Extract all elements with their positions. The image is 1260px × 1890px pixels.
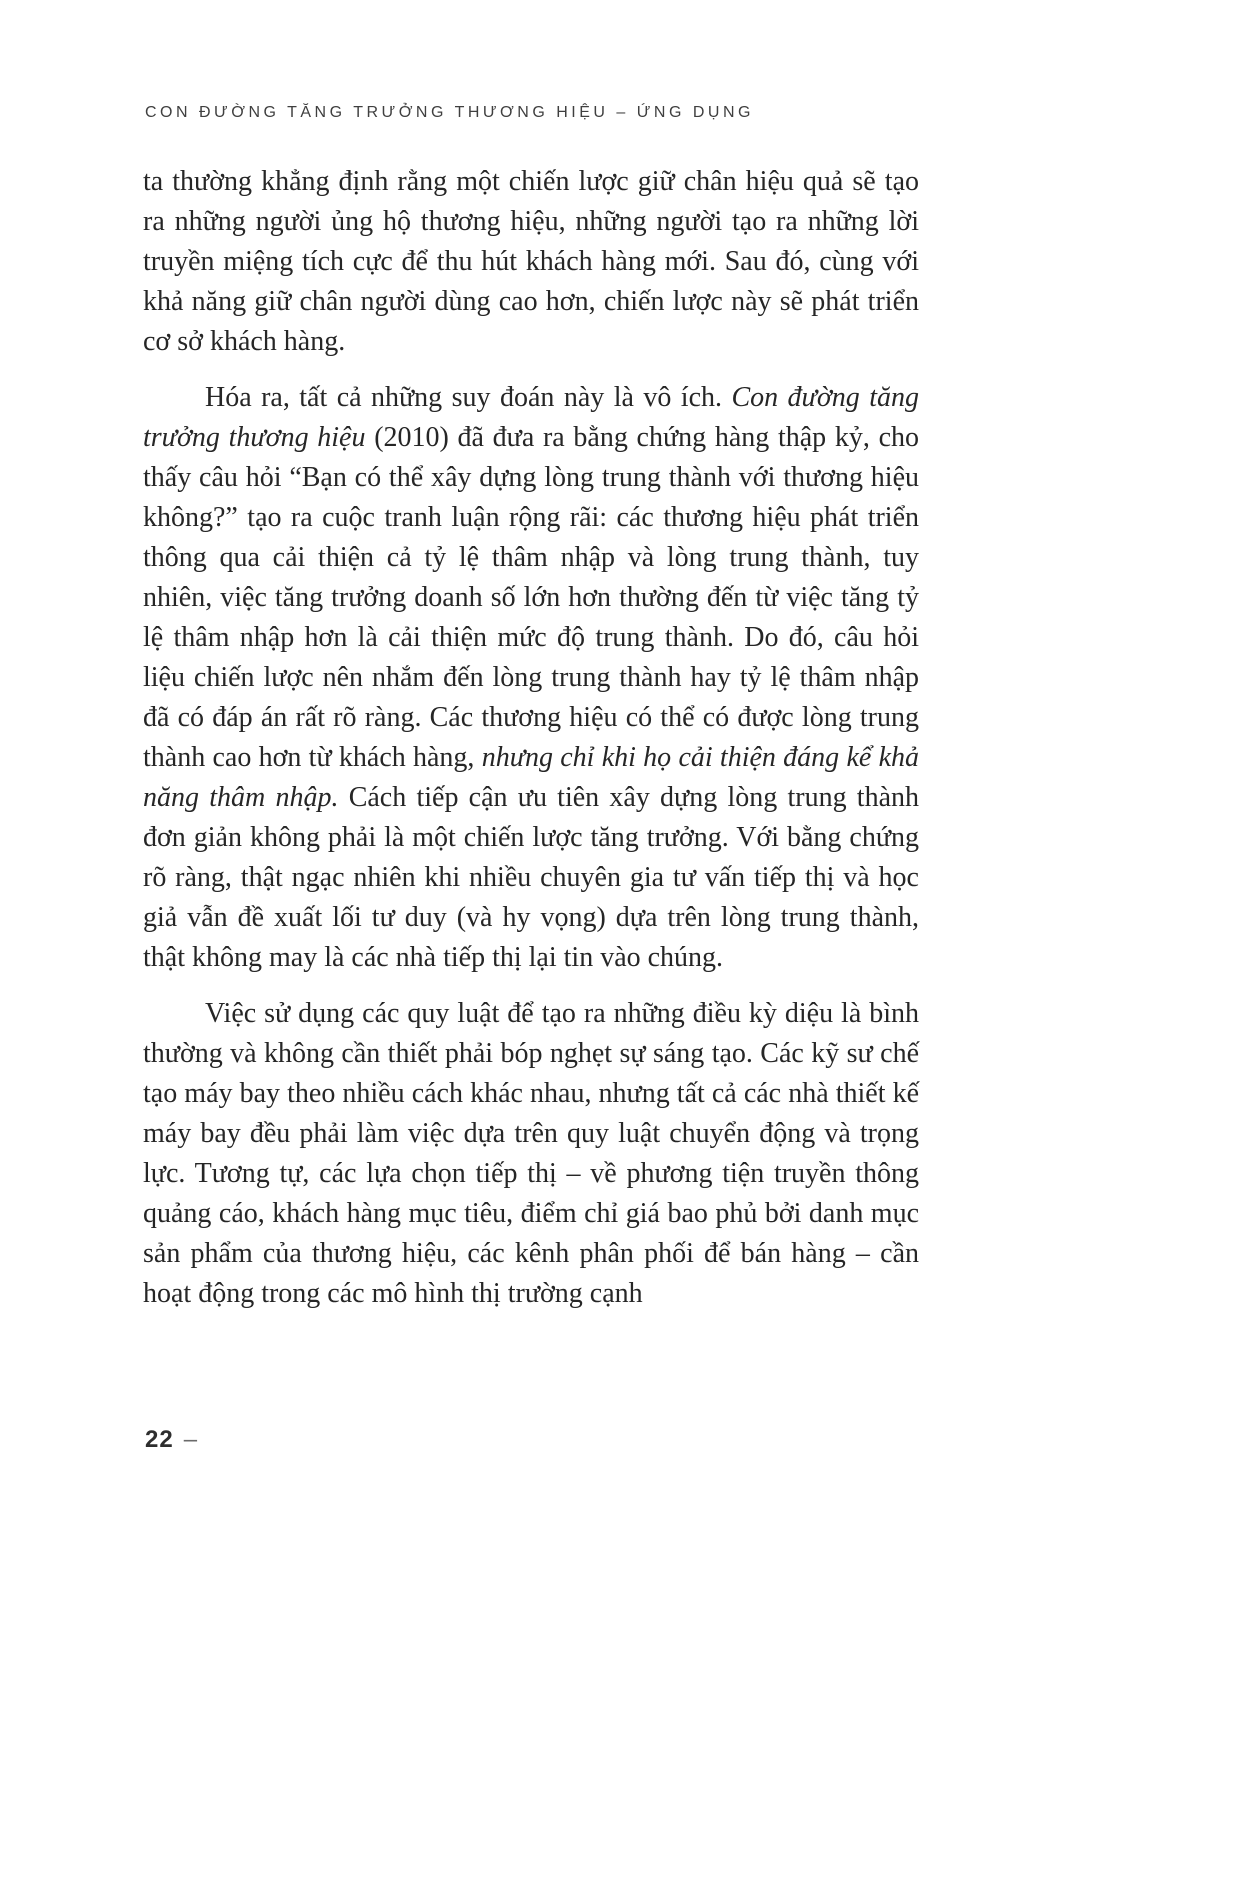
page-footer	[145, 1426, 197, 1454]
paragraph	[143, 994, 919, 1314]
running-header: CON ĐƯỜNG TĂNG TRƯỞNG THƯƠNG HIỆU – ỨNG DỤNG	[145, 104, 754, 121]
body-text-run: Hóa ra, tất cả những suy đoán này là vô ích.	[205, 382, 732, 413]
italic-text-run: nhưng chỉ khi họ cải thiện đáng kể khả năng thâm nhập.	[143, 742, 919, 813]
page-number: 22	[145, 1426, 174, 1453]
page-text	[143, 162, 919, 1330]
body-text-run: (2010) đã đưa ra bằng chứng hàng thập kỷ, cho thấy câu hỏi “Bạn có thể xây dựng lòng trung thành với thương hiệu không?” tạo ra cuộc tranh luận rộng rãi: các thương hiệu phát triển thông qua cải thiện cả tỷ lệ thâm nhập và lòng trung thành, tuy nhiên, việc tăng trưởng doanh số lớn hơn thường đến từ việc tăng tỷ lệ thâm nhập hơn là cải thiện mức độ trung thành. Do đó, câu hỏi liệu chiến lược nên nhắm đến lòng trung thành hay tỷ lệ thâm nhập đã có đáp án rất rõ ràng. Các thương hiệu có thể có được lòng trung thành cao hơn từ khách hàng,	[143, 422, 920, 773]
paragraph	[143, 378, 919, 978]
paragraph	[143, 162, 919, 362]
page-number-dash: –	[183, 1426, 198, 1453]
body-text-run: ta thường khẳng định rằng một chiến lược giữ chân hiệu quả sẽ tạo ra những người ủng hộ thương hiệu, những người tạo ra những lời truyền miệng tích cực để thu hút khách hàng mới. Sau đó, cùng với khả năng giữ chân người dùng cao hơn, chiến lược này sẽ phát triển cơ sở khách hàng.	[143, 166, 919, 357]
italic-text-run: Con đường tăng trưởng thương hiệu	[143, 382, 919, 453]
body-text-run: Việc sử dụng các quy luật để tạo ra những điều kỳ diệu là bình thường và không cần thiết phải bóp nghẹt sự sáng tạo. Các kỹ sư chế tạo máy bay theo nhiều cách khác nhau, nhưng tất cả các nhà thiết kế máy bay đều phải làm việc dựa trên quy luật chuyển động và trọng lực. Tương tự, các lựa chọn tiếp thị – về phương tiện truyền thông quảng cáo, khách hàng mục tiêu, điểm chỉ giá bao phủ bởi danh mục sản phẩm của thương hiệu, các kênh phân phối để bán hàng – cần hoạt động trong các mô hình thị trường cạnh	[143, 998, 919, 1309]
body-text-run: Cách tiếp cận ưu tiên xây dựng lòng trung thành đơn giản không phải là một chiến lược tăng trưởng. Với bằng chứng rõ ràng, thật ngạc nhiên khi nhiều chuyên gia tư vấn tiếp thị và học giả vẫn đề xuất lối tư duy (và hy vọng) dựa trên lòng trung thành, thật không may là các nhà tiếp thị lại tin vào chúng.	[143, 782, 920, 973]
